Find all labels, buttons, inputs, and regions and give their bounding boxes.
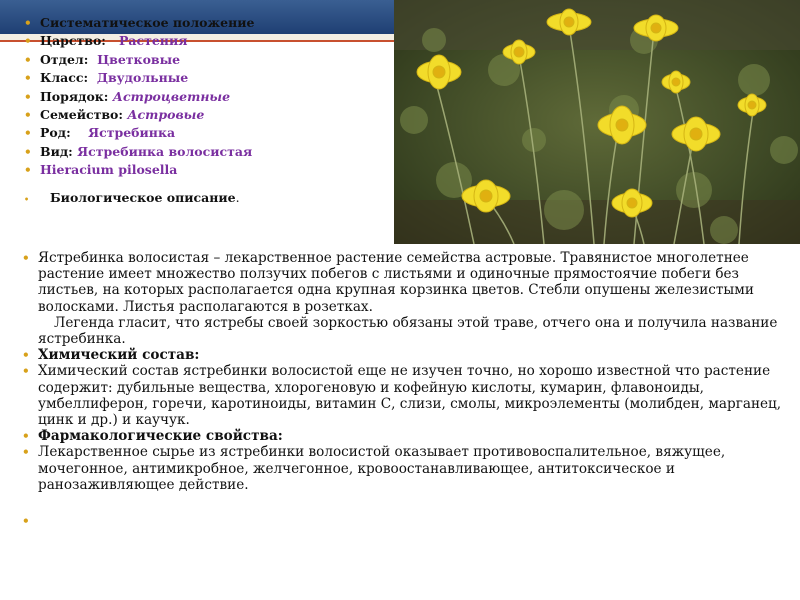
paragraph-text: Лекарственное сырье из ястребинки волосистой оказывает противовоспалительное, вяжущее, мочегонное, антимикробное, желчегонное, кровоостанавливающее, антитоксическое и ранозаживляющее действие. — [38, 444, 726, 493]
systematics-label: Порядок: — [40, 88, 109, 104]
systematics-row-species — [24, 143, 394, 161]
plant-photo — [394, 0, 800, 244]
systematics-label: Систематическое положение — [40, 15, 255, 30]
paragraph-description — [22, 250, 788, 315]
systematics-row-class — [24, 69, 394, 87]
systematics-row-genus — [24, 124, 394, 142]
systematics-row-order — [24, 88, 394, 106]
heading-pharmacological — [22, 428, 788, 444]
empty-list-item — [22, 513, 788, 529]
bullet-dot-icon: • — [24, 108, 32, 123]
systematics-label: Отдел: — [40, 51, 89, 67]
systematics-row-family — [24, 106, 394, 124]
bio-heading-dot: . — [235, 190, 240, 205]
bullet-dot-icon: • — [22, 445, 30, 460]
bullet-dot-icon: • — [24, 163, 32, 178]
bullet-dot-icon: • — [24, 89, 32, 104]
heading-chemical — [22, 347, 788, 363]
systematics-label: Царство: — [40, 33, 106, 49]
bullet-dot-icon: • — [22, 514, 30, 529]
bullet-dot-icon: • — [22, 251, 30, 265]
systematics-value: Ястребинка волосистая — [77, 143, 253, 159]
bullet-dot-icon: • — [24, 16, 32, 30]
systematics-value: Астроцветные — [112, 88, 231, 104]
paragraph-text: Ястребинка волосистая – лекарственное растение семейства астровые. Травянистое многолетнее растение имеет множество ползучих побегов с листьями и одиночные прямостоячие побеги без листьев, на которых располагается одна крупная корзинка цветов. Стебли опушены железистыми волосками. Листья располагаются в розетках. — [38, 250, 754, 315]
paragraph-legend — [22, 315, 788, 347]
bullet-dot-icon: • — [24, 52, 32, 67]
bio-heading — [24, 190, 240, 205]
systematics-label: Род: — [40, 125, 71, 141]
systematics-value-latin: Hieracium pilosella — [40, 162, 178, 178]
plant-photo-graphic — [394, 0, 800, 244]
bullet-dot-icon: • — [24, 71, 32, 86]
paragraph-text: Химический состав ястребинки волосистой еще не изучен точно, но хорошо известной что растение содержит: дубильные вещества, хлорогеновую и кофейную кислоты, кумарин, флавоноиды, умбеллиферон, горечи, каротиноиды, витамин С, слизи, смолы, микроэлементы (молибден, марганец, цинк и др.) и каучук. — [38, 363, 782, 429]
systematics-value: Цветковые — [97, 51, 181, 67]
systematics-value: Двудольные — [96, 70, 189, 86]
systematics-row-division — [24, 51, 394, 69]
systematics-row-latin — [24, 161, 394, 179]
systematics-value: Растения — [118, 33, 188, 49]
systematics-value: Ястребинка — [88, 125, 176, 141]
paragraph-chemical — [22, 363, 788, 428]
bullet-dot-icon: • — [22, 429, 30, 444]
systematics-label: Класс: — [40, 70, 89, 86]
heading-text: Фармакологические свойства: — [38, 428, 283, 445]
bullet-dot-icon: • — [24, 126, 32, 141]
paragraph-text: Легенда гласит, что ястребы своей зоркостью обязаны этой траве, отчего она и получила название ястребинка. — [38, 314, 778, 348]
description-body — [22, 250, 788, 529]
bio-heading-text: Биологическое описание — [50, 190, 236, 205]
systematics-label: Вид: — [40, 143, 73, 159]
systematics-value: Астровые — [127, 107, 205, 123]
bullet-dot-icon: • — [24, 194, 30, 204]
bullet-dot-icon: • — [24, 144, 32, 159]
systematics-list — [24, 14, 394, 180]
paragraph-pharmacological — [22, 444, 788, 493]
heading-text: Химический состав: — [38, 347, 200, 364]
systematics-row — [24, 14, 394, 32]
bullet-dot-icon: • — [22, 348, 30, 363]
systematics-row-kingdom — [24, 32, 394, 50]
bullet-dot-icon: • — [22, 364, 30, 379]
bullet-dot-icon: • — [24, 34, 32, 49]
systematics-label: Семейство: — [40, 107, 123, 123]
